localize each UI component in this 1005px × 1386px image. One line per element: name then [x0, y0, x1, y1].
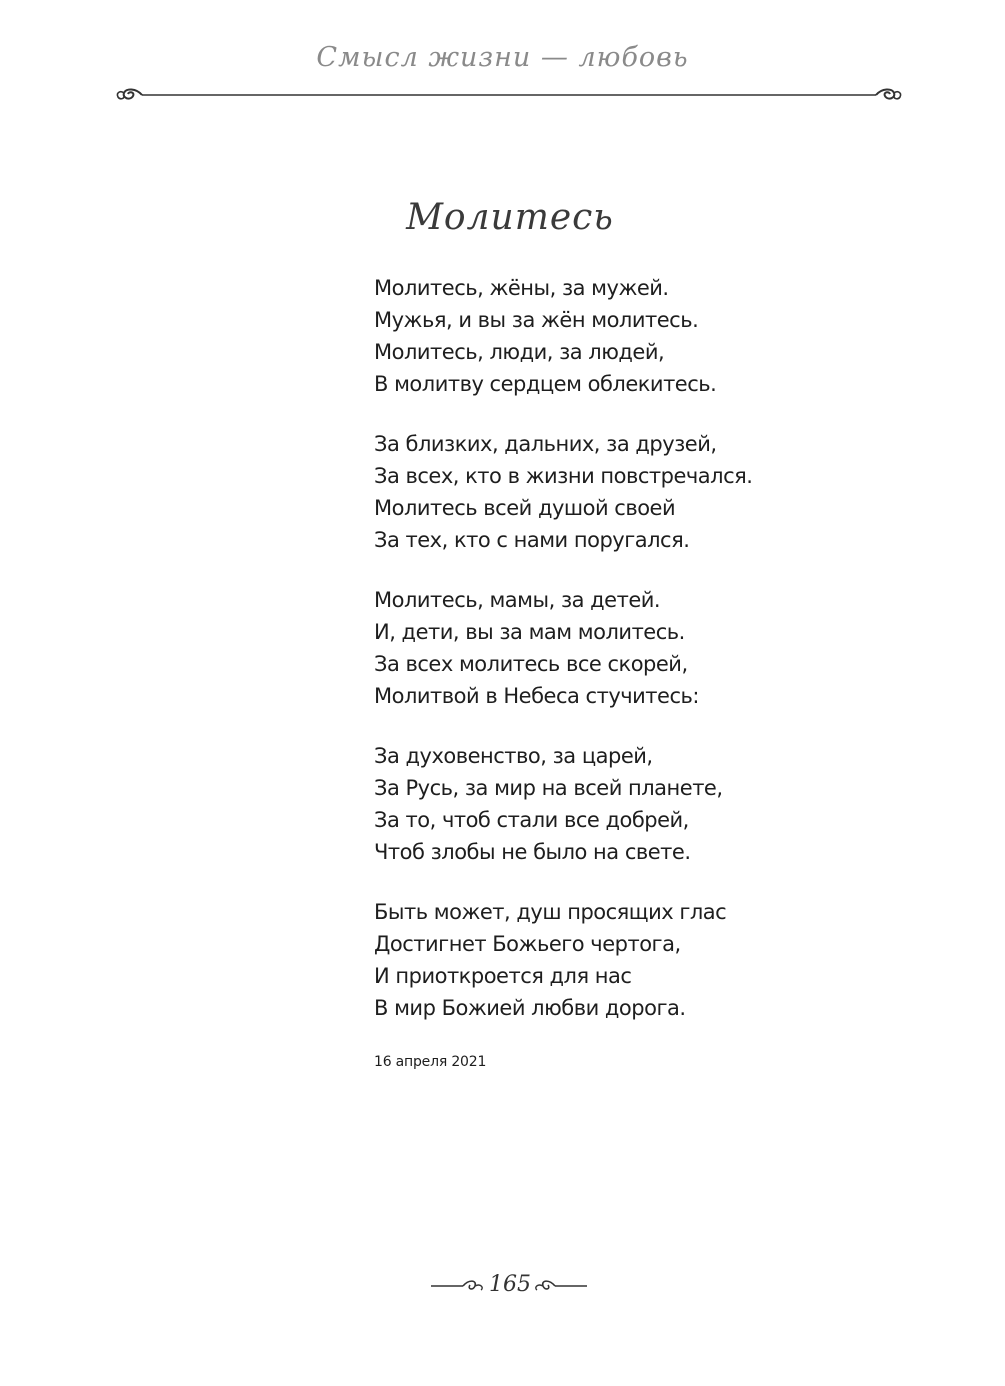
- poem-line: И приоткроется для нас: [374, 964, 632, 988]
- poem-line: Молитесь, мамы, за детей.: [374, 588, 661, 612]
- poem-line: За всех, кто в жизни повстречался.: [374, 464, 753, 488]
- page-number: 165: [489, 1272, 531, 1297]
- poem-line: Молитвой в Небеса стучитесь:: [374, 684, 699, 708]
- poem-line: Молитесь всей душой своей: [374, 496, 676, 520]
- poem-line: За всех молитесь все скорей,: [374, 652, 688, 676]
- poem-line: И, дети, вы за мам молитесь.: [374, 620, 685, 644]
- header-rule-ornament-icon: [114, 84, 904, 106]
- poem-line: За духовенство, за царей,: [374, 744, 653, 768]
- poem-date: 16 апреля 2021: [374, 1054, 487, 1070]
- stanza: [374, 740, 934, 868]
- poem-line: Молитесь, люди, за людей,: [374, 340, 665, 364]
- stanza: [374, 584, 934, 712]
- poem-line: Быть может, душ просящих глас: [374, 900, 727, 924]
- poem-line: За то, чтоб стали все добрей,: [374, 808, 689, 832]
- stanza: [374, 896, 934, 1024]
- poem-line: Достигнет Божьего чертога,: [374, 932, 681, 956]
- poem-line: В молитву сердцем облекитесь.: [374, 372, 717, 396]
- poem-line: За Русь, за мир на всей планете,: [374, 776, 723, 800]
- poem-line: Чтоб злобы не было на свете.: [374, 840, 691, 864]
- poem-line: За тех, кто с нами поругался.: [374, 528, 690, 552]
- poem-line: Молитесь, жёны, за мужей.: [374, 276, 669, 300]
- running-head-title: Смысл жизни — любовь: [316, 42, 689, 73]
- stanza: [374, 272, 934, 400]
- poem-line: Мужья, и вы за жён молитесь.: [374, 308, 699, 332]
- stanza: [374, 428, 934, 556]
- poem-body: [374, 272, 934, 1052]
- poem-line: В мир Божией любви дорога.: [374, 996, 686, 1020]
- poem-title: Молитесь: [406, 197, 614, 238]
- poem-line: За близких, дальних, за друзей,: [374, 432, 717, 456]
